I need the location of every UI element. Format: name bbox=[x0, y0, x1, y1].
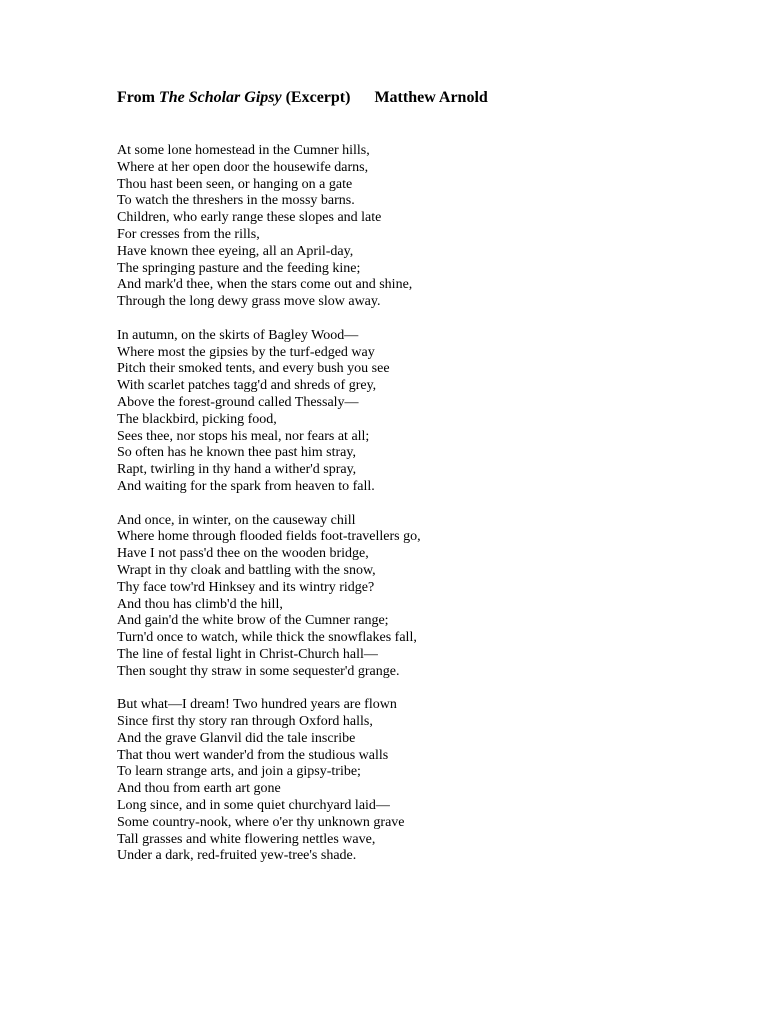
poem-line: Since first thy story ran through Oxford halls, bbox=[117, 714, 373, 730]
stanza-3 bbox=[117, 513, 677, 681]
poem-line: Children, who early range these slopes and late bbox=[117, 210, 382, 226]
document-title bbox=[117, 88, 488, 108]
poem-line: And the grave Glanvil did the tale inscribe bbox=[117, 730, 356, 746]
poem-line: The springing pasture and the feeding kine; bbox=[117, 260, 361, 276]
poem-line: Have I not pass'd thee on the wooden bridge, bbox=[117, 546, 369, 562]
poem-line: To learn strange arts, and join a gipsy-tribe; bbox=[117, 764, 361, 780]
poem-line: The blackbird, picking food, bbox=[117, 411, 277, 427]
poem-line: With scarlet patches tagg'd and shreds of grey, bbox=[117, 378, 377, 394]
poem-line: Wrapt in thy cloak and battling with the snow, bbox=[117, 562, 376, 578]
poem-line: Then sought thy straw in some sequester'd grange. bbox=[117, 663, 400, 679]
poem-line: Pitch their smoked tents, and every bush you see bbox=[117, 361, 390, 377]
title-suffix: (Excerpt) bbox=[281, 89, 351, 106]
poem-line: Where at her open door the housewife darns, bbox=[117, 159, 369, 175]
poem-line: Tall grasses and white flowering nettles wave, bbox=[117, 831, 376, 847]
title-work: The Scholar Gipsy bbox=[158, 89, 282, 106]
poem-line: At some lone homestead in the Cumner hills, bbox=[117, 143, 370, 158]
poem-line: So often has he known thee past him stray, bbox=[117, 445, 356, 461]
poem-body bbox=[117, 143, 677, 882]
poem-line: And mark'd thee, when the stars come out and shine, bbox=[117, 277, 413, 293]
poem-line: In autumn, on the skirts of Bagley Wood— bbox=[117, 327, 359, 343]
poem-line: Where most the gipsies by the turf-edged way bbox=[117, 344, 375, 360]
poem-line: And gain'd the white brow of the Cumner range; bbox=[117, 613, 389, 629]
poem-line: That thou wert wander'd from the studious walls bbox=[117, 747, 389, 763]
poem-line: Long since, and in some quiet churchyard laid— bbox=[117, 798, 390, 814]
poem-line: Sees thee, nor stops his meal, nor fears at all; bbox=[117, 428, 370, 444]
poem-line: Where home through flooded fields foot-travellers go, bbox=[117, 529, 421, 545]
poem-line: Rapt, twirling in thy hand a wither'd spray, bbox=[117, 462, 357, 478]
stanza-2 bbox=[117, 328, 677, 496]
poem-line: Thy face tow'rd Hinksey and its wintry ridge? bbox=[117, 579, 375, 595]
poem-line: And thou from earth art gone bbox=[117, 781, 281, 797]
poem-line: And waiting for the spark from heaven to fall. bbox=[117, 478, 375, 494]
poem-line: And thou has climb'd the hill, bbox=[117, 596, 283, 612]
title-prefix: From bbox=[117, 89, 159, 106]
stanza-4 bbox=[117, 697, 677, 865]
poem-line: Through the long dewy grass move slow away. bbox=[117, 294, 381, 310]
poem-line: But what—I dream! Two hundred years are flown bbox=[117, 697, 397, 713]
stanza-1 bbox=[117, 143, 677, 311]
poem-line: The line of festal light in Christ-Church hall— bbox=[117, 646, 378, 662]
poem-line: Under a dark, red-fruited yew-tree's shade. bbox=[117, 848, 357, 864]
poem-line: And once, in winter, on the causeway chill bbox=[117, 512, 356, 528]
poem-line: Turn'd once to watch, while thick the snowflakes fall, bbox=[117, 630, 417, 646]
poem-line: Some country-nook, where o'er thy unknown grave bbox=[117, 814, 405, 830]
title-author: Matthew Arnold bbox=[374, 89, 488, 106]
poem-line: Have known thee eyeing, all an April-day, bbox=[117, 243, 354, 259]
poem-line: Above the forest-ground called Thessaly— bbox=[117, 394, 359, 410]
poem-line: For cresses from the rills, bbox=[117, 226, 260, 242]
poem-line: To watch the threshers in the mossy barns. bbox=[117, 193, 355, 209]
poem-line: Thou hast been seen, or hanging on a gate bbox=[117, 176, 353, 192]
